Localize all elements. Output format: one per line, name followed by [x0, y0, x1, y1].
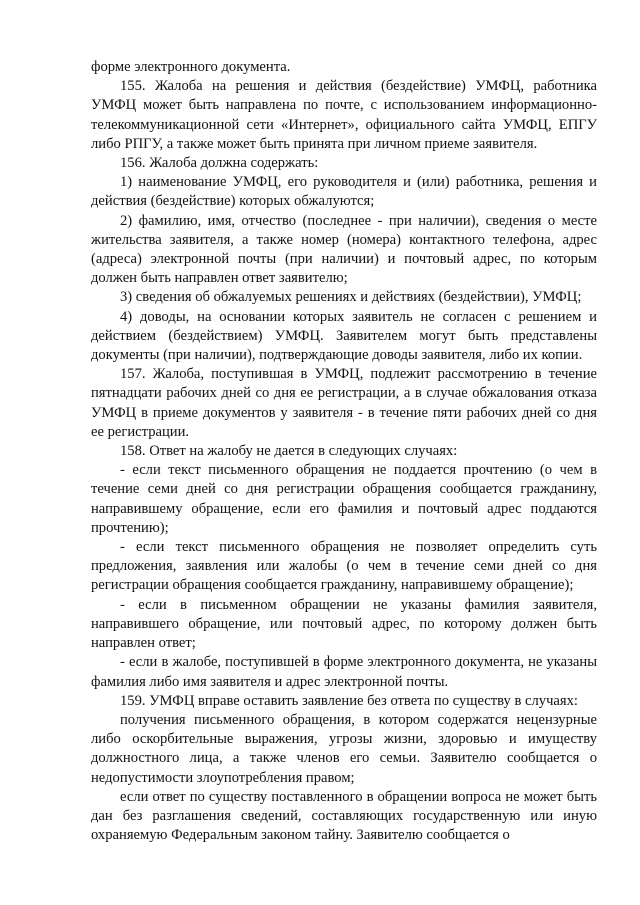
paragraph-156: 156. Жалоба должна содержать: [120, 155, 319, 172]
case-item-3: - если в письменном обращении не указаны фамилия заявителя, направившего обращение, или почтовый адрес, по которому должен быть направлен ответ; [91, 596, 597, 652]
document-page [91, 58, 597, 845]
case-item-2: - если текст письменного обращения не позволяет определить суть предложения, заявления или жалобы (о чем в течение семи дней со дня регистрации обращения сообщается гражданину, направившему обращение); [91, 539, 597, 594]
paragraph-155: 155. Жалоба на решения и действия (бездействие) УМФЦ, работника УМФЦ может быть направлена по почте, с использованием информационно-телекоммуникационной сети «Интернет», официального сайта УМФЦ, ЕПГУ либо РПГУ, а также может быть принята при личном приеме заявителя. [91, 78, 597, 152]
paragraph-continuation: форме электронного документа. [91, 59, 291, 75]
list-item-1: 1) наименование УМФЦ, его руководителя и (или) работника, решения и действия (бездействие) которых обжалуются; [91, 174, 597, 210]
case-159-item-2: если ответ по существу поставленного в обращении вопроса не может быть дан без разглашения сведений, составляющих государственную или иную охраняемую Федеральным законом тайну. Заявителю сообщается о [91, 788, 597, 844]
paragraph-158: 158. Ответ на жалобу не дается в следующих случаях: [120, 443, 458, 460]
paragraph-159: 159. УМФЦ вправе оставить заявление без ответа по существу в случаях: [120, 692, 578, 709]
list-item-3: 3) сведения об обжалуемых решениях и действиях (бездействии), УМФЦ; [120, 289, 582, 306]
list-item-4: 4) доводы, на основании которых заявитель не согласен с решением и действием (бездействием) УМФЦ. Заявителем могут быть представлены документы (при наличии), подтверждающие доводы заявителя, либо их копии. [91, 308, 597, 364]
list-item-2: 2) фамилию, имя, отчество (последнее - при наличии), сведения о месте жительства заявителя, а также номер (номера) контактного телефона, адрес (адреса) электронной почты (при наличии) и почтовый адрес, по которым должен быть направлен ответ заявителю; [91, 212, 597, 287]
paragraph-157: 157. Жалоба, поступившая в УМФЦ, подлежит рассмотрению в течение пятнадцати рабочих дней со дня ее регистрации, а в случае обжалования отказа УМФЦ в приеме документов у заявителя - в течение пяти рабочих дней со дня ее регистрации. [91, 366, 597, 440]
case-159-item-1: получения письменного обращения, в котором содержатся нецензурные либо оскорбительные выражения, угрозы жизни, здоровью и имуществу должностного лица, а также членов его семьи. Заявителю сообщается о недопустимости злоупотребления правом; [91, 711, 597, 786]
case-item-1: - если текст письменного обращения не поддается прочтению (о чем в течение семи дней со дня регистрации обращения сообщается гражданину, направившему обращение, если его фамилия и почтовый адрес поддаются прочтению); [91, 462, 597, 536]
case-item-4: - если в жалобе, поступившей в форме электронного документа, не указаны фамилия либо имя заявителя и адрес электронной почты. [91, 654, 597, 690]
